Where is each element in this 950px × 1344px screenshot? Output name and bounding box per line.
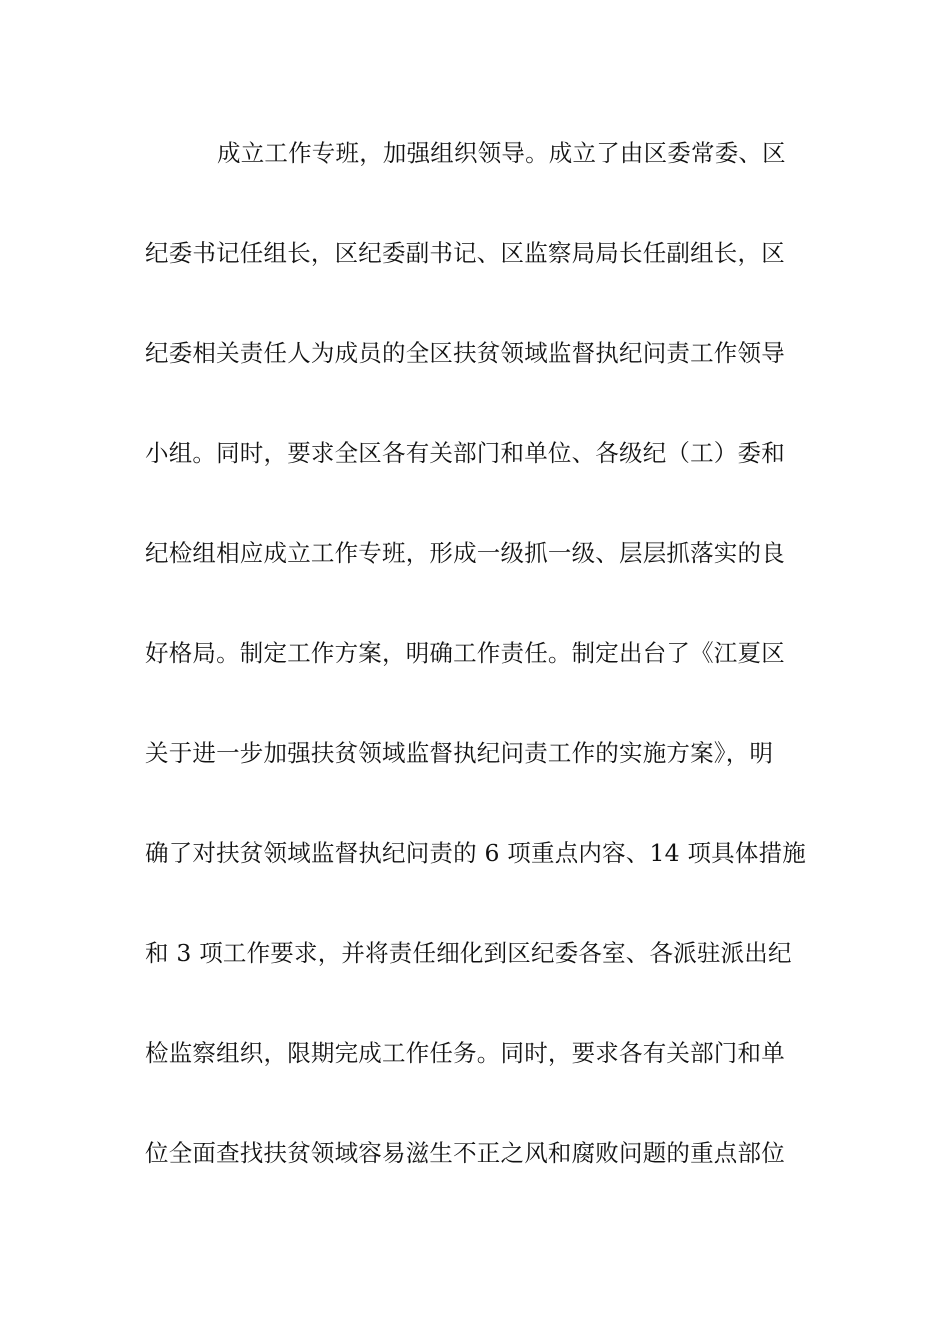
text-line: 成立工作专班，加强组织领导。成立了由区委常委、区 <box>217 139 786 167</box>
body-paragraph <box>145 128 806 1228</box>
text-line: 纪委相关责任人为成员的全区扶贫领域监督执纪问责工作领导 <box>145 339 785 367</box>
text-line: 纪检组相应成立工作专班，形成一级抓一级、层层抓落实的良 <box>145 539 785 567</box>
text-line: 纪委书记任组长，区纪委副书记、区监察局局长任副组长，区 <box>145 239 785 267</box>
text-line: 好格局。制定工作方案，明确工作责任。制定出台了《江夏区 <box>145 639 785 667</box>
text-line: 和 3 项工作要求，并将责任细化到区纪委各室、各派驻派出纪 <box>145 939 792 967</box>
text-line: 确了对扶贫领域监督执纪问责的 6 项重点内容、14 项具体措施 <box>145 839 806 867</box>
text-line: 位全面查找扶贫领域容易滋生不正之风和腐败问题的重点部位 <box>145 1139 785 1167</box>
text-line: 小组。同时，要求全区各有关部门和单位、各级纪（工）委和 <box>145 439 785 467</box>
text-line: 关于进一步加强扶贫领域监督执纪问责工作的实施方案》，明 <box>145 739 774 767</box>
text-line: 检监察组织，限期完成工作任务。同时，要求各有关部门和单 <box>145 1039 785 1067</box>
